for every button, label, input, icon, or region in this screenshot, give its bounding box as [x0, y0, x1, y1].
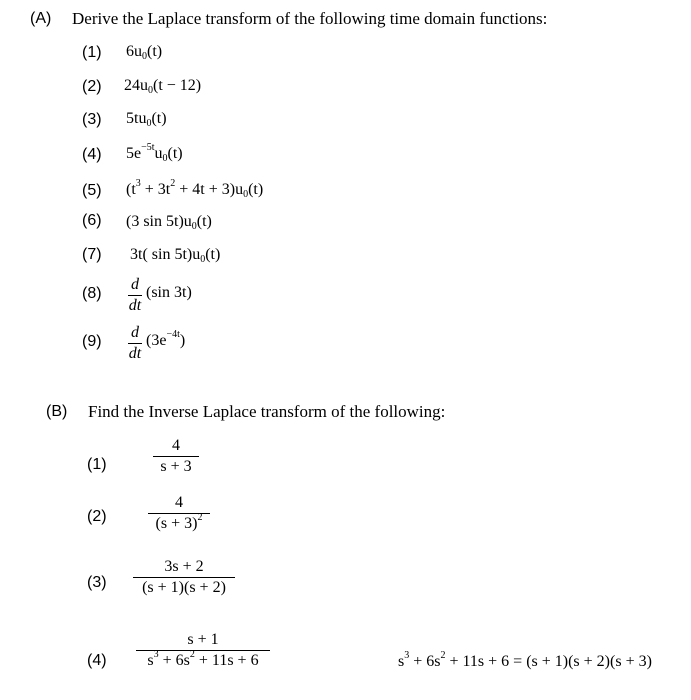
a-item-1-number: (1): [82, 44, 102, 61]
a-item-7-number: (7): [82, 246, 102, 263]
b-item-2-number: (2): [87, 508, 107, 525]
b-item-4-fraction: s + 1 $s^3 + 6s^2 + 11s + 6$: [134, 630, 272, 671]
part-a-heading: Derive the Laplace transform of the following time domain functions:: [72, 9, 548, 28]
part-a-label: (A): [30, 10, 52, 27]
b-item-4-number: (4): [87, 652, 107, 669]
a-item-5-expression: $(t^3 + 3t^2 + 4t + 3)u_0(t)$: [126, 178, 264, 200]
a-item-6-expression: (3 $\sin 5t)u_0(t)$: [126, 213, 212, 232]
a-item-9-number: (9): [82, 333, 102, 350]
b-item-3-fraction: 3s + 2 (s + 1)(s + 2): [131, 557, 237, 598]
a-item-8-expression: (sin 3t): [146, 284, 192, 301]
a-item-7-expression: 3t( $\sin 5t)u_0(t)$: [130, 246, 221, 265]
a-item-4-number: (4): [82, 146, 102, 163]
a-item-3-number: (3): [82, 111, 102, 128]
a-item-3-expression: $5tu_0(t)$: [126, 110, 167, 129]
a-item-5-number: (5): [82, 182, 102, 199]
b-item-4-factorization: $s^3 + 6s^2 + 11s + 6 = (s + 1)(s + 2)(s + 3)$: [398, 650, 652, 670]
factorization-rhs: = (s + 1)(s + 2)(s + 3): [513, 653, 652, 670]
a-item-2-expression: $24u_0(t - 12)$: [124, 77, 202, 96]
a-item-9-expression: $(3e^{-4t})$: [146, 329, 186, 349]
a-item-8-number: (8): [82, 285, 102, 302]
a-item-1-expression: $6u_0(t)$: [126, 43, 163, 62]
b-item-1-number: (1): [87, 456, 107, 473]
a-item-9-derivative: d dt: [128, 324, 142, 362]
part-b-label: (B): [46, 403, 68, 420]
a-item-8-derivative: d dt: [128, 276, 142, 314]
b-item-2-fraction: 4 $(s + 3)^2$: [146, 493, 212, 534]
b-item-3-number: (3): [87, 574, 107, 591]
b-item-1-fraction: 4 s + 3: [150, 436, 202, 477]
a-item-6-number: (6): [82, 212, 102, 229]
a-item-2-number: (2): [82, 78, 102, 95]
part-b-heading: Find the Inverse Laplace transform of the following:: [88, 402, 446, 421]
a-item-4-expression: $5e^{-5t}u_0(t)$: [126, 142, 183, 164]
